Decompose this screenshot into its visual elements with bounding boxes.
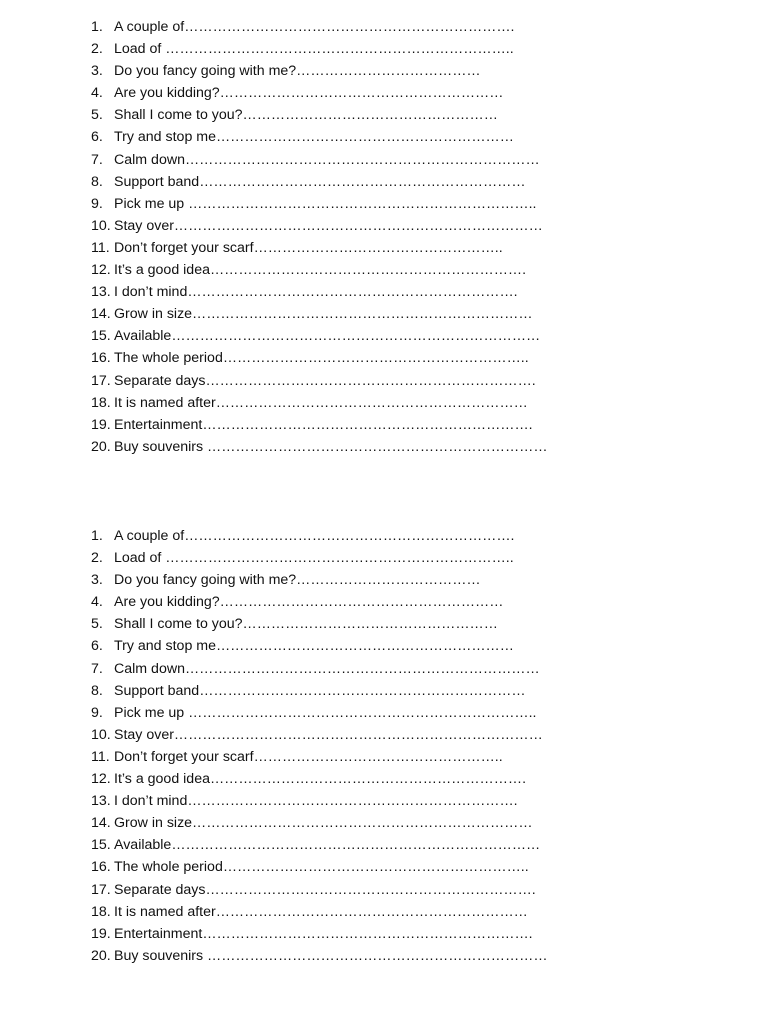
item-phrase: A couple of…………………………………………………………….: [114, 19, 515, 35]
item-phrase: Support band……………………………………………………………: [114, 682, 526, 699]
item-phrase: Don’t forget your scarf……………………………………………..: [114, 239, 503, 256]
item-phrase: Entertainment…………………………………………………………….: [114, 416, 533, 433]
item-number: 15.: [91, 328, 111, 345]
item-number: 13.: [91, 793, 111, 810]
item-number: 9.: [91, 704, 103, 721]
item-phrase: Available……………………………………………………………………: [114, 328, 541, 345]
item-number: 8.: [91, 682, 103, 699]
item-number: 11.: [91, 748, 110, 765]
item-number: 6.: [91, 129, 103, 146]
item-phrase: Separate days…………………………………………………………….: [114, 881, 536, 898]
item-phrase: Don’t forget your scarf……………………………………………..: [114, 748, 503, 765]
item-phrase: I don’t mind…………………………………………………………….: [114, 793, 518, 810]
item-number: 4.: [91, 594, 103, 611]
item-phrase: Calm down…………………………………………………………………: [114, 151, 540, 168]
item-phrase: Shall I come to you?………………………………………………: [114, 616, 498, 633]
item-phrase: Shall I come to you?………………………………………………: [114, 107, 498, 124]
item-phrase: It’s a good idea………………………………………………………….: [114, 262, 527, 279]
item-phrase: Grow in size………………………………………………………………: [114, 306, 533, 323]
item-number: 1.: [91, 19, 103, 35]
item-number: 9.: [91, 195, 103, 212]
item-number: 20.: [91, 947, 111, 964]
item-number: 18.: [91, 903, 111, 920]
item-phrase: Grow in size………………………………………………………………: [114, 815, 533, 832]
item-phrase: Pick me up ………………………………………………………………..: [114, 195, 537, 212]
item-number: 4.: [91, 85, 103, 102]
item-phrase: It’s a good idea………………………………………………………….: [114, 771, 527, 788]
item-phrase: Load of ………………………………………………………………..: [114, 41, 514, 58]
item-number: 3.: [91, 63, 103, 80]
item-phrase: Buy souvenirs ………………………………………………………………: [114, 947, 548, 964]
item-phrase: Available……………………………………………………………………: [114, 837, 541, 854]
item-phrase: Support band……………………………………………………………: [114, 173, 526, 190]
item-number: 17.: [91, 372, 111, 389]
item-number: 11.: [91, 239, 110, 256]
item-number: 1.: [91, 528, 103, 544]
item-number: 10.: [91, 726, 111, 743]
item-number: 19.: [91, 925, 111, 942]
item-number: 10.: [91, 217, 111, 234]
item-number: 20.: [91, 438, 111, 455]
item-number: 5.: [91, 107, 103, 124]
item-phrase: A couple of…………………………………………………………….: [114, 528, 515, 544]
item-number: 8.: [91, 173, 103, 190]
item-number: 2.: [91, 550, 103, 567]
item-number: 17.: [91, 881, 111, 898]
item-phrase: Are you kidding?……………………………………………………: [114, 594, 504, 611]
item-phrase: Do you fancy going with me?…………………………………: [114, 572, 481, 589]
item-number: 16.: [91, 350, 111, 367]
item-phrase: Load of ………………………………………………………………..: [114, 550, 514, 567]
item-number: 14.: [91, 306, 111, 323]
item-phrase: The whole period………………………………………………………..: [114, 859, 529, 876]
item-phrase: I don’t mind…………………………………………………………….: [114, 284, 518, 301]
item-phrase: Entertainment…………………………………………………………….: [114, 925, 533, 942]
item-number: 13.: [91, 284, 111, 301]
item-number: 15.: [91, 837, 111, 854]
item-phrase: Try and stop me………………………………………………………: [114, 638, 514, 655]
item-number: 2.: [91, 41, 103, 58]
item-number: 19.: [91, 416, 111, 433]
item-phrase: The whole period………………………………………………………..: [114, 350, 529, 367]
item-phrase: Do you fancy going with me?…………………………………: [114, 63, 481, 80]
item-phrase: It is named after…………………………………………………………: [114, 394, 528, 411]
item-number: 7.: [91, 151, 103, 168]
item-phrase: Are you kidding?……………………………………………………: [114, 85, 504, 102]
item-number: 3.: [91, 572, 103, 589]
item-number: 16.: [91, 859, 111, 876]
item-phrase: Pick me up ………………………………………………………………..: [114, 704, 537, 721]
item-phrase: Try and stop me………………………………………………………: [114, 129, 514, 146]
item-number: 7.: [91, 660, 103, 677]
item-phrase: Stay over……………………………………………………………………: [114, 726, 543, 743]
item-number: 5.: [91, 616, 103, 633]
item-number: 18.: [91, 394, 111, 411]
item-phrase: Buy souvenirs ………………………………………………………………: [114, 438, 548, 455]
item-phrase: Calm down…………………………………………………………………: [114, 660, 540, 677]
item-phrase: Stay over……………………………………………………………………: [114, 217, 543, 234]
item-phrase: Separate days…………………………………………………………….: [114, 372, 536, 389]
item-number: 12.: [91, 771, 111, 788]
item-number: 6.: [91, 638, 103, 655]
item-number: 12.: [91, 262, 111, 279]
item-number: 14.: [91, 815, 111, 832]
item-phrase: It is named after…………………………………………………………: [114, 903, 528, 920]
